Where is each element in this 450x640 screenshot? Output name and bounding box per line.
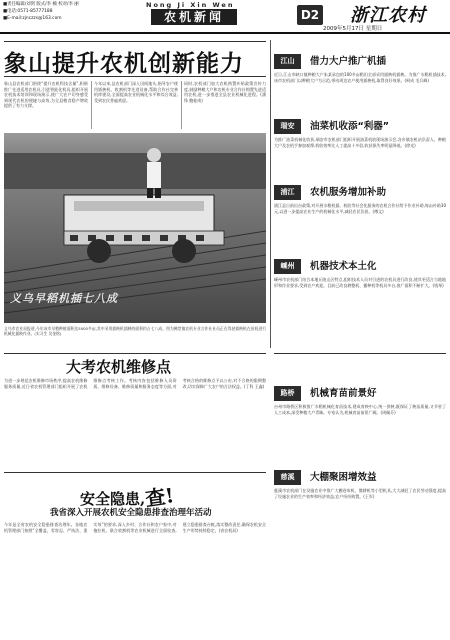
brief-body: 慈溪市农机部门在设施农业中推广大棚卷帘机、微耕机等小型机具,大大减轻了农民劳动强度,提高了设施农业的生产效率和经济效益,农户纷纷购置。(王军) [274, 488, 446, 499]
column-divider [181, 81, 182, 129]
section-rule [4, 472, 266, 473]
brief-tag: 江山 [274, 54, 301, 69]
masthead [0, 0, 450, 34]
lead-body-col3: 同时,农机部门加大农机购置补贴政策宣传力度,鼓励种粮大户和农机专业合作社购置先进适用农机,进一步推进全县农业机械化进程。(潘锋 鲍桂南) [184, 81, 266, 103]
brief-shengzhou [274, 259, 446, 274]
masthead-rule [0, 32, 450, 34]
lead-body-col1: 象山县农机部门围绕“提升农机科技含量”,积极推广先进适用农机具,引进智能化机具,组织开展农机技术培训和现场演示,使广大农户切身感受到现代农机的便捷与高效,为全县粮食稳产增收提供了有力支撑。 [4, 81, 88, 109]
lead-headline: 象山提升农机创新能力 [4, 50, 244, 77]
email-line: ■E-mail:zjnczzs@163.com [3, 16, 62, 21]
safety-headline-punch: 查! [143, 483, 176, 511]
brief-jiangshan [274, 54, 446, 69]
photo-overlay-title: 义乌早稻机插七八成 [10, 292, 118, 305]
brief-tag: 慈溪 [274, 470, 301, 485]
brief-luqiao [274, 386, 446, 401]
brief-cixi [274, 470, 446, 485]
brief-title: 农机服务增加补助 [310, 187, 387, 198]
section-title: 农机新闻 [151, 9, 237, 25]
brief-tag: 路桥 [274, 386, 301, 401]
safety-headline-text: 安全隐患, [80, 490, 146, 508]
brief-tag: 嵊州 [274, 259, 301, 274]
brief-pujiang [274, 185, 446, 200]
brief-title: 借力大户推广机插 [310, 56, 387, 67]
brief-title: 机械育苗前景好 [310, 388, 377, 399]
brief-body: 近日,江山市峡口镇种粮大户朱某承包的100多亩稻田全部采用插秧机插秧。为推广水稻机插技术,该市农机部门以种粮大户为示范,带动周边农户使用插秧机,取得良好效果。(柯成 毛兵峰) [274, 72, 446, 83]
section-rule [4, 353, 266, 354]
brief-body: 浦江县日前出台政策,对开展水稻机插、机收等社会化服务的农机合作社给予作业补助,每亩补助30元,以进一步提高农业生产的机械化水平,减轻农民负担。(傅文) [274, 203, 446, 214]
brief-title: 机器技术本土化 [310, 261, 377, 272]
right-column-rule [270, 40, 271, 348]
brief-tag: 浦江 [274, 185, 301, 200]
column-divider [91, 81, 92, 129]
brief-body: 嵊州市农机部门结合本地丘陵山区特点,组织技术人员对引进的农机具进行改良,使其更适合当地地形和作业要求,受到农户欢迎。目前已改良耕整机、播种机等机具多台,推广面积不断扩大。(钱琴) [274, 277, 446, 288]
brief-body: 为推广油菜机械化收获,瑞安市农机部门组织开展油菜机收现场演示会,各乡镇农机站负责人、种粮大户及农机手参加观摩,机收效率比人工提高十多倍,收获损失率明显降低。(徐光) [274, 137, 446, 148]
phone-line: ■电话:0571-85777188 [3, 9, 53, 14]
brief-title: 大棚聚困增效益 [310, 472, 377, 483]
repair-body: 为进一步规范农机维修市场秩序,提高农机维修服务质量,近日省农机管理部门组织开展了农机维修点考核工作。考核内容包括维修人员资质、维修设备、维修质量和服务态度等方面,对考核合格的维修点予以公布,对不合格的限期整改,切实保障广大农户的合法权益。(丁科 王鑫) [4, 378, 266, 389]
brief-title: 油菜机收添“利器” [310, 121, 389, 132]
editor-line: ■责任编辑/刘剑 版式/李 楠 校对/李 丽 [3, 2, 79, 7]
safety-body: 今年是全省农机安全隐患排查治理年。各地农机管理部门按照“全覆盖、零容忍、严执法、重实效”的要求,深入乡村、合作社和农户家中,对拖拉机、联合收割机等农业机械进行全面检查,建立隐患排查台帐,落实整改责任,确保农机安全生产形势持续稳定。(省农机局) [4, 522, 266, 533]
safety-subhead: 我省深入开展农机安全隐患排查治理年活动 [50, 508, 212, 518]
photo-caption: 义乌市农业局报道,今年该市早稻种植面积达5000多亩,其中采用插秧机插秧的面积约占七八成。图为佛堂镇农机专业合作社社员正在驾驶插秧机在田间进行机械化插秧作业。(实习生 吴金铭) [4, 326, 266, 337]
right-rule [274, 353, 446, 354]
brief-body: 台州市路桥区积极推广水稻机械化育苗技术,建成育秧中心,统一供秧,既保证了秧苗质量,又节省了人工成本,深受种粮大户青睐。专家认为,机械育苗前景广阔。(周佩芬) [274, 404, 446, 415]
lead-body-col2: 今年以来,县农机部门深入田间地头,指导农户使用插秧机、收割机等先进设备,帮助合作社完善机库建设,全面提高农业机械化水平和综合效益,受到农民普遍欢迎。 [94, 81, 178, 103]
section-pinyin: Nong Ji Xin Wen [146, 1, 235, 9]
lead-headline-rule [4, 76, 266, 77]
brief-tag: 瑞安 [274, 119, 301, 134]
lead-top-rule [4, 41, 266, 42]
paper-name: 浙江农村 [350, 5, 426, 26]
repair-headline: 大考农机维修点 [66, 358, 172, 376]
page-number: D2 [297, 5, 323, 25]
issue-date: 2009年5月17日 星期日 [323, 26, 383, 32]
brief-ruian [274, 119, 446, 134]
